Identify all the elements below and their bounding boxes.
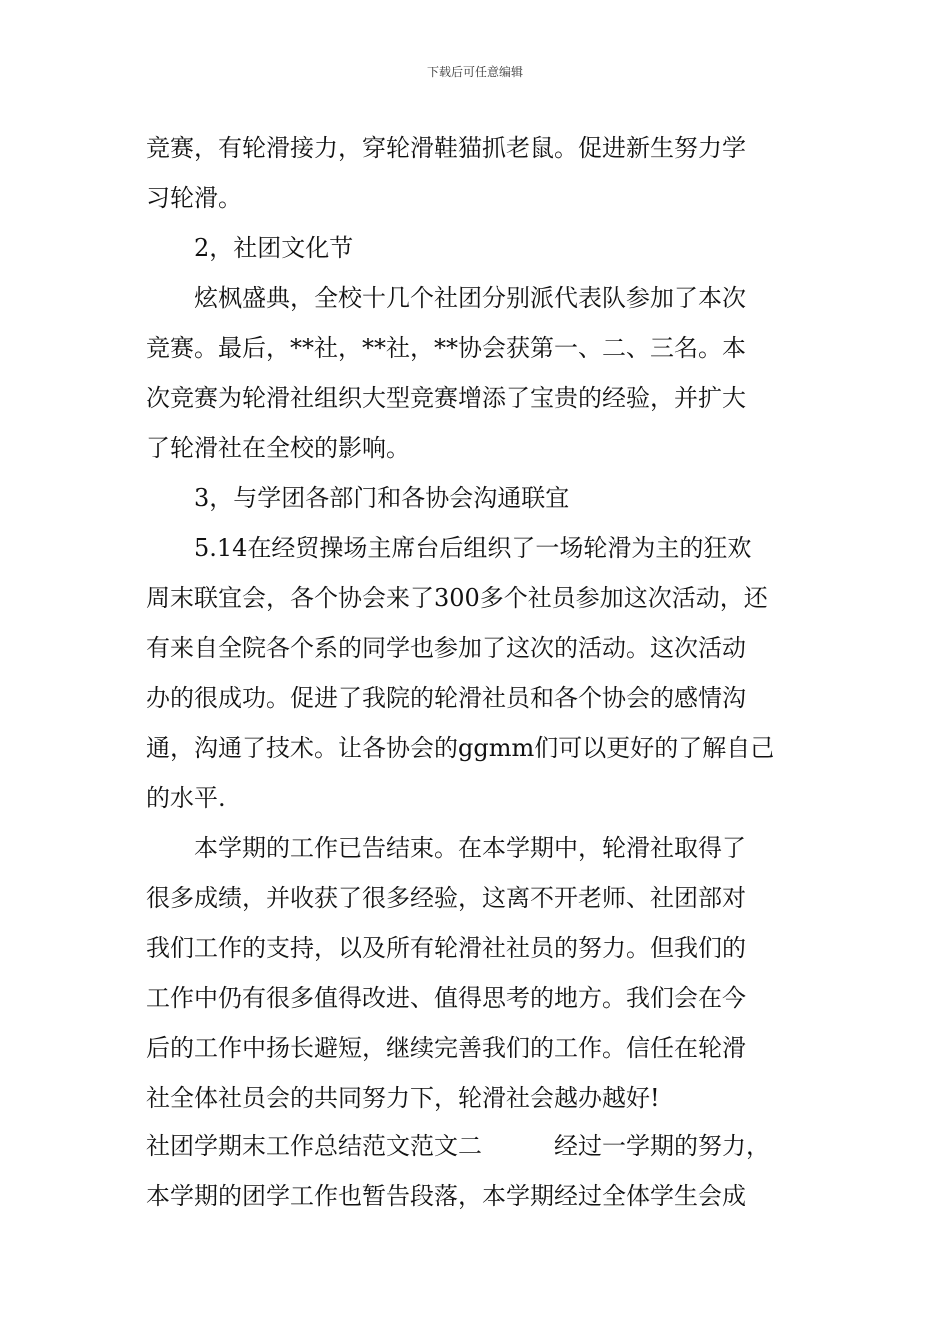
body-line: 后的工作中扬长避短，继续完善我们的工作。信任在轮滑	[146, 1034, 746, 1062]
body-line: 很多成绩，并收获了很多经验，这离不开老师、社团部对	[146, 884, 746, 912]
body-line: 社全体社员会的共同努力下，轮滑社会越办越好!	[146, 1084, 660, 1112]
body-line: 了轮滑社在全校的影响。	[146, 434, 410, 462]
body-line: 办的很成功。促进了我院的轮滑社员和各个协会的感情沟	[146, 684, 746, 712]
body-line: 本学期的工作已告结束。在本学期中，轮滑社取得了	[194, 834, 746, 862]
body-line: 习轮滑。	[146, 184, 242, 212]
body-line: 竞赛，有轮滑接力，穿轮滑鞋猫抓老鼠。促进新生努力学	[146, 134, 746, 162]
page-header: 下载后可任意编辑	[426, 65, 523, 79]
title-line: 社团学期末工作总结范文范文二 经过一学期的努力，	[146, 1132, 770, 1160]
body-line: 我们工作的支持，以及所有轮滑社社员的努力。但我们的	[146, 934, 746, 962]
section-heading: 2，社团文化节	[194, 234, 354, 262]
body-line: 的水平.	[146, 784, 226, 812]
body-line: 5.14在经贸操场主席台后组织了一场轮滑为主的狂欢	[194, 534, 752, 562]
body-line: 竞赛。最后，**社，**社，**协会获第一、二、三名。本	[146, 334, 746, 362]
body-line: 炫枫盛典，全校十几个社团分别派代表队参加了本次	[194, 284, 746, 312]
body-line: 本学期的团学工作也暂告段落，本学期经过全体学生会成	[146, 1182, 746, 1210]
body-line: 有来自全院各个系的同学也参加了这次的活动。这次活动	[146, 634, 746, 662]
body-line: 通，沟通了技术。让各协会的ggmm们可以更好的了解自己	[146, 734, 775, 762]
body-line: 工作中仍有很多值得改进、值得思考的地方。我们会在今	[146, 984, 746, 1012]
body-line: 次竞赛为轮滑社组织大型竞赛增添了宝贵的经验，并扩大	[146, 384, 746, 412]
section-heading: 3，与学团各部门和各协会沟通联宜	[194, 484, 570, 512]
body-line: 周末联宜会，各个协会来了300多个社员参加这次活动，还	[146, 584, 768, 612]
